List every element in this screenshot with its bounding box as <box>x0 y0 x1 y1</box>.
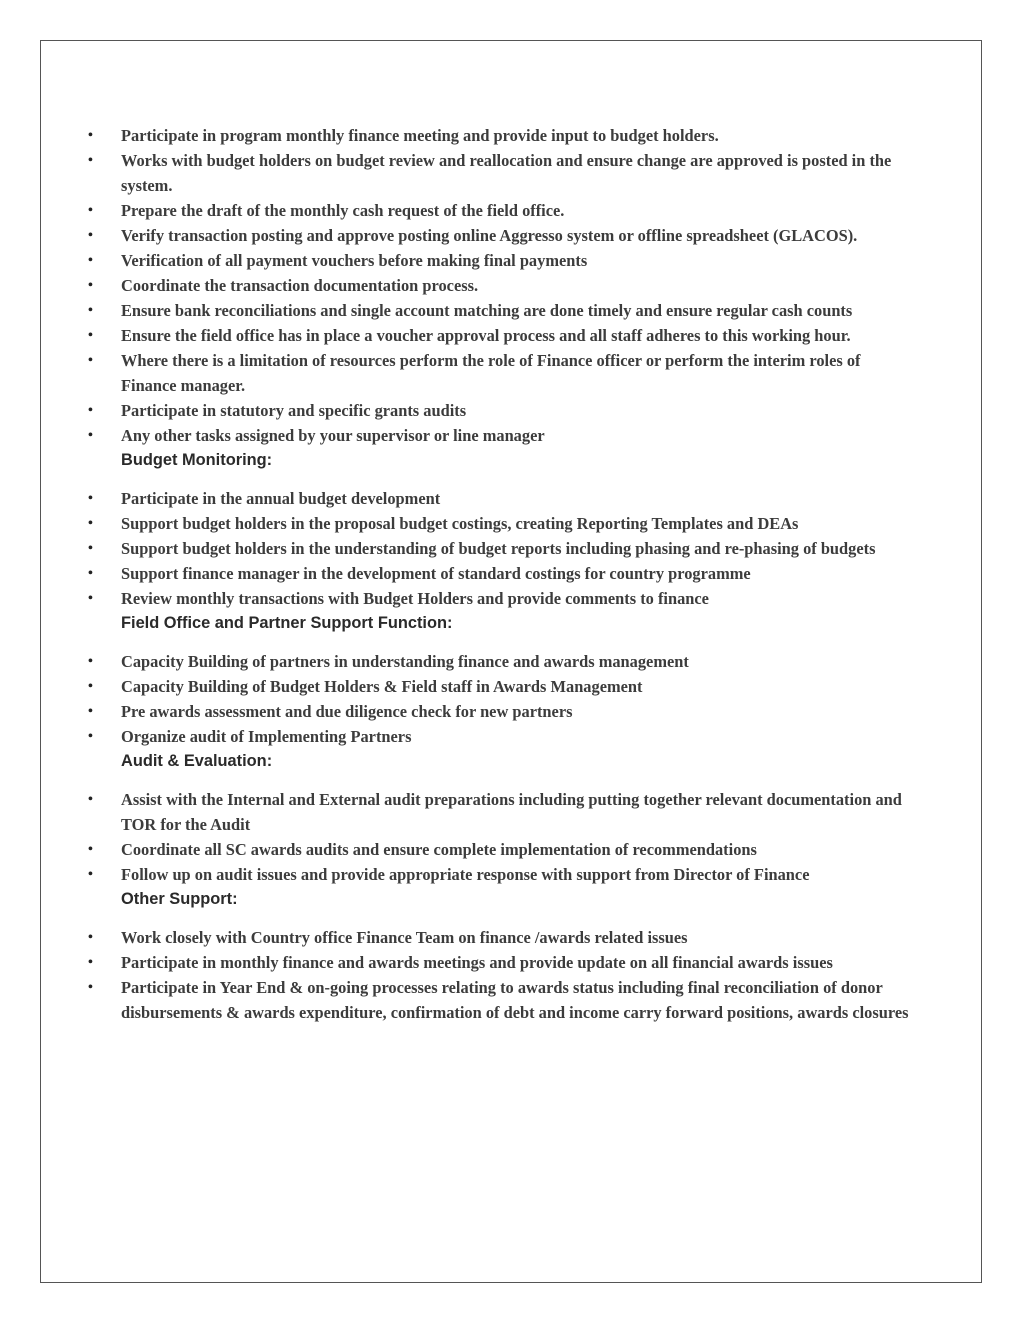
list-item <box>86 298 916 323</box>
audit-evaluation-list <box>86 787 916 887</box>
list-item-text: Prepare the draft of the monthly cash request of the field office. <box>121 201 565 220</box>
list-item-text: Works with budget holders on budget review and reallocation and ensure change are approved is posted in the system. <box>121 151 892 195</box>
list-item-text: Review monthly transactions with Budget Holders and provide comments to finance <box>121 589 709 608</box>
list-item <box>86 561 916 586</box>
bullet-icon: • <box>88 842 93 857</box>
list-item-text: Support budget holders in the proposal budget costings, creating Reporting Templates and DEAs <box>121 514 799 533</box>
list-item <box>86 925 916 950</box>
bullet-icon: • <box>88 516 93 531</box>
list-item-text: Any other tasks assigned by your supervisor or line manager <box>121 426 545 445</box>
document-body <box>86 123 916 1025</box>
list-item <box>86 674 916 699</box>
budget-monitoring-list <box>86 486 916 611</box>
list-item <box>86 724 916 749</box>
section-heading-audit-evaluation: Audit & Evaluation: <box>121 752 273 770</box>
list-item-text: Coordinate the transaction documentation process. <box>121 276 479 295</box>
bullet-icon: • <box>88 128 93 143</box>
list-item <box>86 348 916 398</box>
list-item <box>86 123 916 148</box>
bullet-icon: • <box>88 328 93 343</box>
bullet-icon: • <box>88 253 93 268</box>
list-item <box>86 323 916 348</box>
list-item <box>86 223 916 248</box>
list-item-text: Support budget holders in the understanding of budget reports including phasing and re-phasing of budgets <box>121 539 876 558</box>
list-item <box>86 536 916 561</box>
bullet-icon: • <box>88 729 93 744</box>
bullet-icon: • <box>88 930 93 945</box>
field-office-support-list <box>86 649 916 749</box>
bullet-icon: • <box>88 303 93 318</box>
list-item <box>86 248 916 273</box>
other-support-list <box>86 925 916 1025</box>
list-item <box>86 486 916 511</box>
bullet-icon: • <box>88 792 93 807</box>
list-item-text: Verification of all payment vouchers before making final payments <box>121 251 588 270</box>
list-item-text: Capacity Building of Budget Holders & Field staff in Awards Management <box>121 677 643 696</box>
duties-list <box>86 123 916 448</box>
list-item-text: Pre awards assessment and due diligence check for new partners <box>121 702 573 721</box>
list-item <box>86 148 916 198</box>
bullet-icon: • <box>88 704 93 719</box>
list-item <box>86 787 916 837</box>
list-item <box>86 273 916 298</box>
bullet-icon: • <box>88 428 93 443</box>
list-item <box>86 398 916 423</box>
list-item <box>86 511 916 536</box>
section-heading-budget-monitoring: Budget Monitoring: <box>121 451 273 469</box>
list-item-text: Coordinate all SC awards audits and ensure complete implementation of recommendations <box>121 840 757 859</box>
bullet-icon: • <box>88 491 93 506</box>
list-item <box>86 198 916 223</box>
list-item-text: Follow up on audit issues and provide appropriate response with support from Director of Finance <box>121 865 810 884</box>
list-item-text: Participate in statutory and specific grants audits <box>121 401 467 420</box>
list-item-text: Assist with the Internal and External audit preparations including putting together relevant documentation and TOR for the Audit <box>121 790 902 834</box>
list-item-text: Participate in the annual budget development <box>121 489 441 508</box>
list-item <box>86 586 916 611</box>
list-item-text: Organize audit of Implementing Partners <box>121 727 412 746</box>
bullet-icon: • <box>88 867 93 882</box>
list-item-text: Verify transaction posting and approve posting online Aggresso system or offline spreadsheet (GLACOS). <box>121 226 858 245</box>
bullet-icon: • <box>88 654 93 669</box>
list-item <box>86 975 916 1025</box>
list-item-text: Support finance manager in the development of standard costings for country programme <box>121 564 751 583</box>
list-item-text: Ensure the field office has in place a voucher approval process and all staff adheres to this working hour. <box>121 326 851 345</box>
list-item-text: Participate in Year End & on-going processes relating to awards status including final reconciliation of donor disbursements & awards expenditure, confirmation of debt and income carry forward positions, awards closures <box>121 978 909 1022</box>
list-item-text: Where there is a limitation of resources perform the role of Finance officer or perform the interim roles of Finance manager. <box>121 351 861 395</box>
bullet-icon: • <box>88 403 93 418</box>
bullet-icon: • <box>88 353 93 368</box>
list-item <box>86 699 916 724</box>
bullet-icon: • <box>88 566 93 581</box>
bullet-icon: • <box>88 541 93 556</box>
bullet-icon: • <box>88 980 93 995</box>
list-item-text: Capacity Building of partners in understanding finance and awards management <box>121 652 689 671</box>
list-item-text: Work closely with Country office Finance Team on finance /awards related issues <box>121 928 688 947</box>
list-item-text: Ensure bank reconciliations and single account matching are done timely and ensure regular cash counts <box>121 301 853 320</box>
list-item <box>86 423 916 448</box>
list-item-text: Participate in monthly finance and awards meetings and provide update on all financial awards issues <box>121 953 833 972</box>
list-item <box>86 950 916 975</box>
section-heading-field-office-support: Field Office and Partner Support Function: <box>121 614 453 632</box>
list-item <box>86 837 916 862</box>
bullet-icon: • <box>88 955 93 970</box>
bullet-icon: • <box>88 203 93 218</box>
bullet-icon: • <box>88 679 93 694</box>
list-item <box>86 649 916 674</box>
bullet-icon: • <box>88 153 93 168</box>
bullet-icon: • <box>88 228 93 243</box>
bullet-icon: • <box>88 278 93 293</box>
list-item-text: Participate in program monthly finance meeting and provide input to budget holders. <box>121 126 719 145</box>
bullet-icon: • <box>88 591 93 606</box>
section-heading-other-support: Other Support: <box>121 890 238 908</box>
list-item <box>86 862 916 887</box>
